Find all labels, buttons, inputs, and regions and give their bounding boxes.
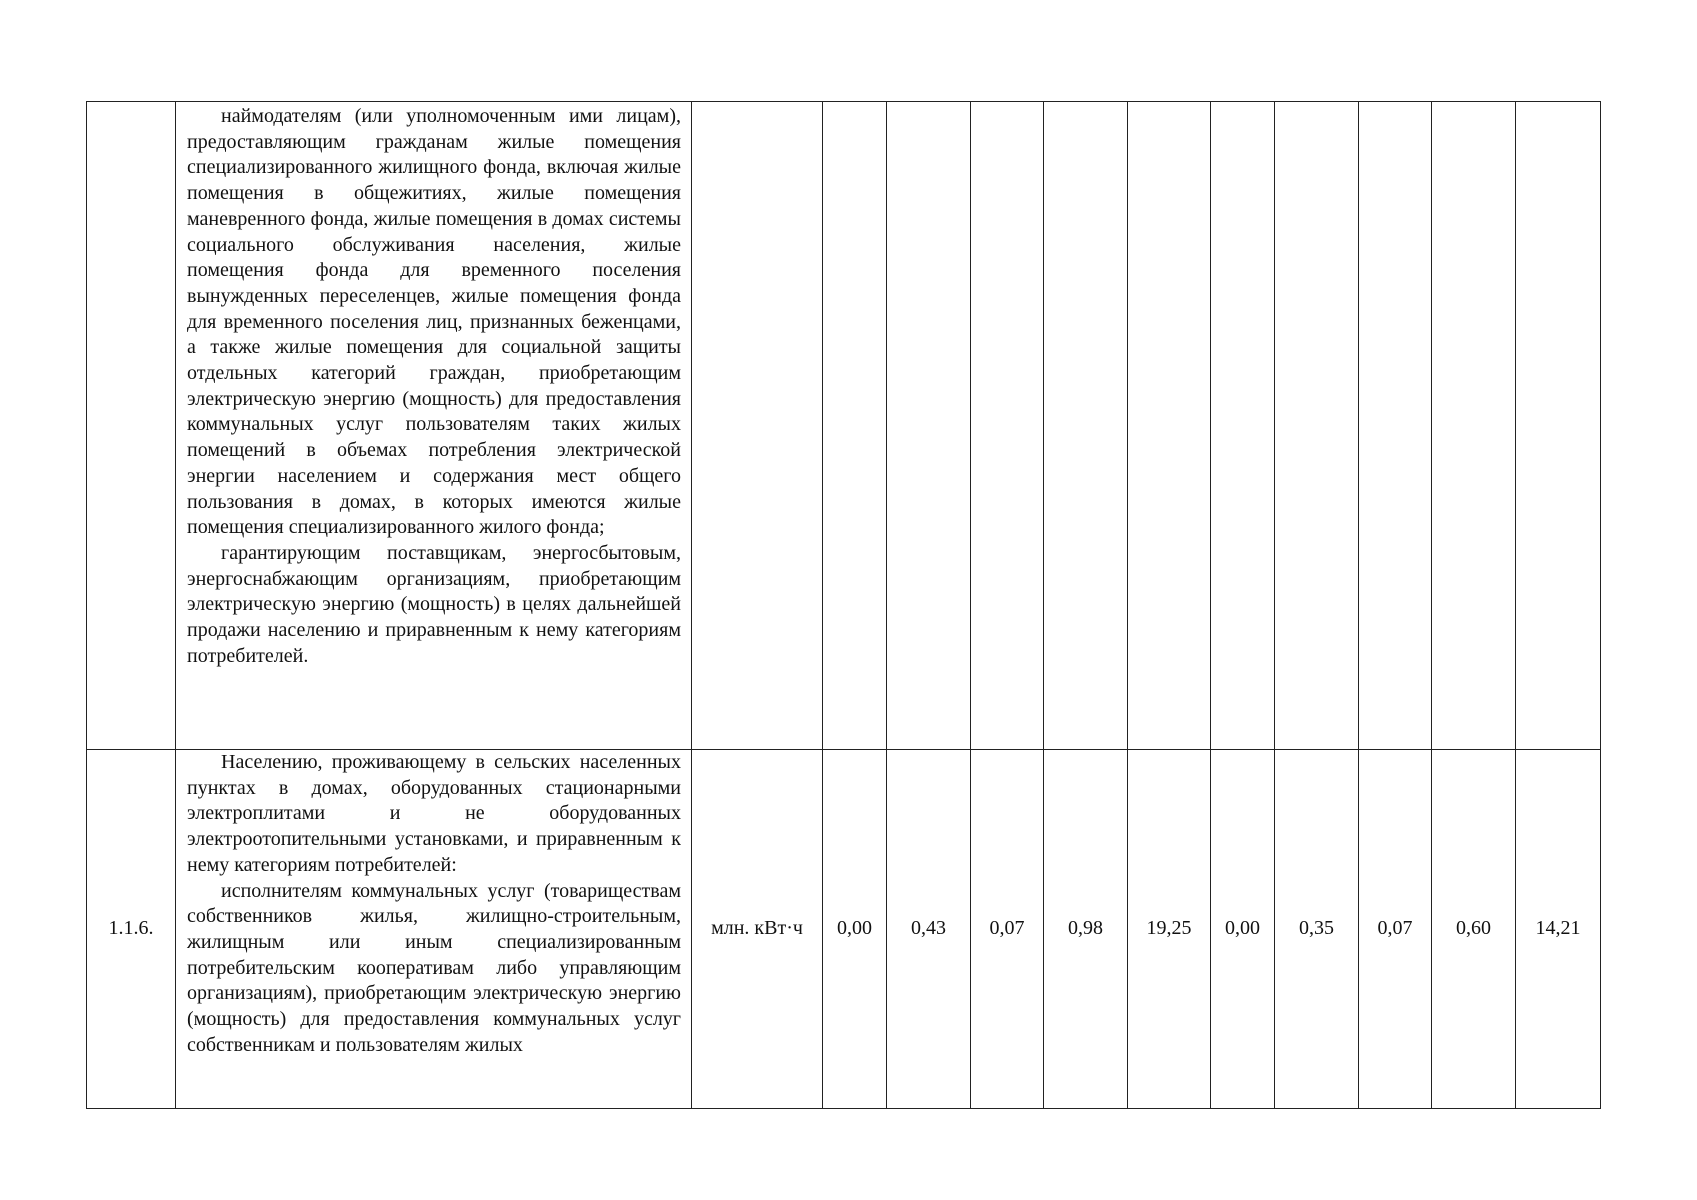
value-cell bbox=[1359, 102, 1432, 750]
unit-cell bbox=[692, 102, 823, 750]
row-code-cell: 1.1.6. bbox=[87, 750, 176, 1109]
description-paragraph: гарантирующим поставщикам, энергосбытовым, энергоснабжающим организациям, приобретающим электрическую энергию (мощность) в целях дальнейшей продажи населению и приравненным к нему категориям потребителей. bbox=[187, 541, 681, 667]
value-cell bbox=[1128, 102, 1211, 750]
value-cell: 19,25 bbox=[1128, 750, 1211, 1109]
value-cell bbox=[1432, 102, 1516, 750]
value-cell: 0,00 bbox=[823, 750, 887, 1109]
row-code-cell bbox=[87, 102, 176, 750]
value-cell: 14,21 bbox=[1516, 750, 1601, 1109]
value-cell bbox=[887, 102, 971, 750]
row-description-cell bbox=[176, 750, 692, 1109]
value-cell bbox=[971, 102, 1044, 750]
value-cell: 0,43 bbox=[887, 750, 971, 1109]
table-row bbox=[87, 750, 1601, 1109]
value-cell: 0,98 bbox=[1044, 750, 1128, 1109]
value-cell: 0,60 bbox=[1432, 750, 1516, 1109]
value-cell: 0,07 bbox=[1359, 750, 1432, 1109]
value-cell bbox=[1044, 102, 1128, 750]
value-cell: 0,07 bbox=[971, 750, 1044, 1109]
description-paragraph: Населению, проживающему в сельских населенных пунктах в домах, оборудованных стационарными электроплитами и не оборудованных электроотопительными установками, и приравненным к нему категориям потребителей: bbox=[187, 751, 681, 876]
value-cell bbox=[1516, 102, 1601, 750]
value-cell bbox=[1211, 102, 1275, 750]
description-paragraph: наймодателям (или уполномоченным ими лицам), предоставляющим гражданам жилые помещения специализированного жилищного фонда, включая жилые помещения в общежитиях, жилые помещения маневренного фонда, жилые помещения в домах системы социального обслуживания населения, жилые помещения фонда для временного поселения вынужденных переселенцев, жилые помещения фонда для временного поселения лиц, признанных беженцами, а также жилые помещения для социальной защиты отдельных категорий граждан, приобретающим электрическую энергию (мощность) для предоставления коммунальных услуг пользователям таких жилых помещений в объемах потребления электрической энергии населением и содержания мест общего пользования в домах, в которых имеются жилые помещения специализированного жилого фонда; bbox=[187, 105, 681, 539]
unit-cell: млн. кВт·ч bbox=[692, 750, 823, 1109]
value-cell bbox=[823, 102, 887, 750]
tariff-table bbox=[86, 101, 1601, 1109]
table-row bbox=[87, 102, 1601, 750]
value-cell bbox=[1275, 102, 1359, 750]
value-cell: 0,35 bbox=[1275, 750, 1359, 1109]
row-description-cell bbox=[176, 102, 692, 750]
value-cell: 0,00 bbox=[1211, 750, 1275, 1109]
description-paragraph: исполнителям коммунальных услуг (товариществам собственников жилья, жилищно-строительным, жилищным или иным специализированным потребительским кооперативам либо управляющим организациям), приобретающим электрическую энергию (мощность) для предоставления коммунальных услуг собственникам и пользователям жилых bbox=[187, 879, 681, 1056]
